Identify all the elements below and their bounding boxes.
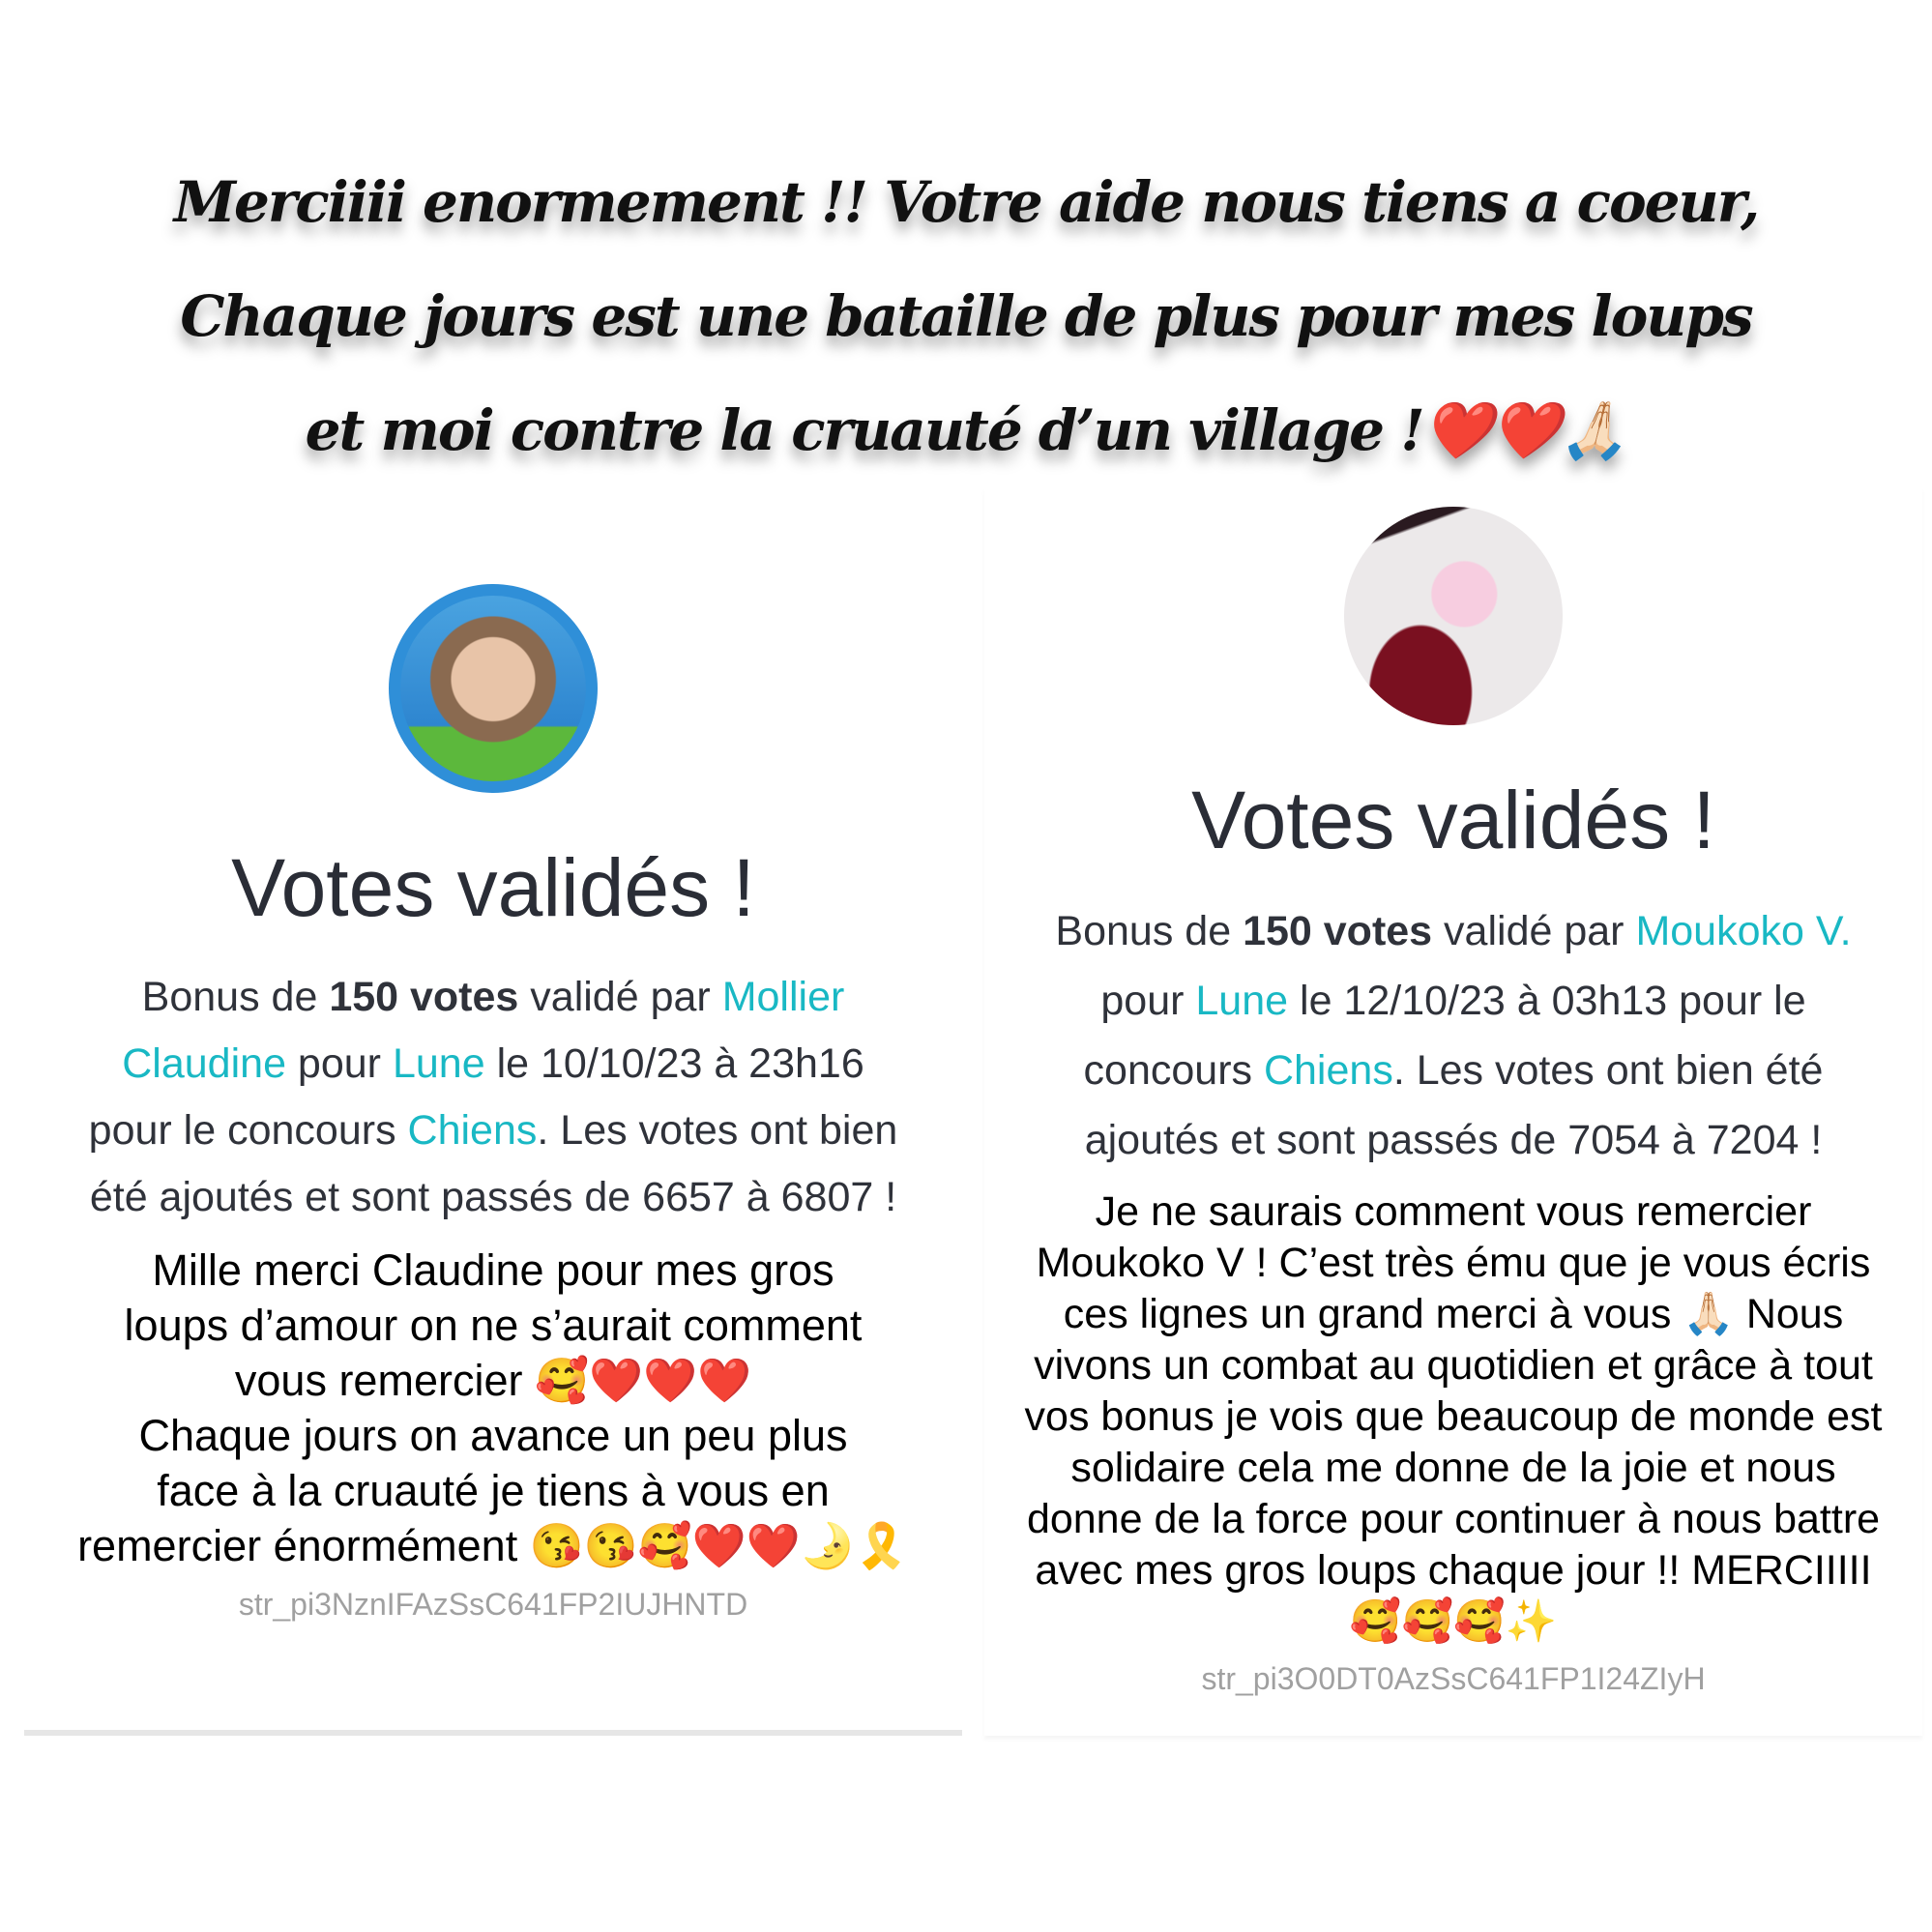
thank-you-message-right	[987, 1186, 1920, 1648]
message-line: vivons un combat au quotidien et grâce à tout	[1034, 1342, 1873, 1389]
right-vote-card	[984, 487, 1922, 1736]
watermark-left: str_pi3NznIFAzSsC641FP2IUJHNTD	[238, 1587, 748, 1622]
header-line-2: Chaque jours est une bataille de plus pour mes loups	[180, 283, 1752, 349]
voter-link[interactable]: Mollier Claudine	[122, 974, 845, 1087]
message-line: 🥰🥰🥰✨	[1349, 1598, 1558, 1645]
message-line: ces lignes un grand merci à vous 🙏🏻 Nous	[1063, 1291, 1844, 1337]
message-line: vous remercier 🥰❤️❤️❤️	[234, 1356, 752, 1405]
voter-link[interactable]: Moukoko V.	[1635, 908, 1852, 954]
pet-link[interactable]: Lune	[392, 1040, 485, 1087]
bonus-confirmation-text: Bonus de 150 votes validé par Moukoko V. pour Lune le 12/10/23 à 03h13 pour le concours Chiens. Les votes ont bien été ajoutés et sont passés de 7054 à 7204 !	[1055, 908, 1852, 1163]
header	[47, 0, 1885, 487]
message-line: Je ne saurais comment vous remercier	[1095, 1188, 1812, 1235]
message-line: remercier énormément 😘😘🥰❤️❤️🌛🎗️	[77, 1521, 909, 1570]
message-line: Chaque jours on avance un peu plus	[138, 1411, 848, 1460]
cards-row	[0, 487, 1932, 1774]
user-avatar-moukoko[interactable]	[1344, 507, 1563, 725]
message-line: solidaire cela me donne de la joie et nous	[1070, 1445, 1836, 1491]
votes-validated-heading: Votes validés !	[1191, 775, 1715, 865]
contest-link[interactable]: Chiens	[1263, 1047, 1393, 1094]
message-line: Mille merci Claudine pour mes gros	[152, 1245, 834, 1295]
message-line: vos bonus je vois que beaucoup de monde est	[1024, 1393, 1883, 1440]
message-line: loups d’amour on ne s’aurait comment	[124, 1301, 863, 1350]
contest-link[interactable]: Chiens	[407, 1107, 538, 1154]
user-avatar-claudine[interactable]	[389, 584, 598, 793]
message-line: Moukoko V ! C’est très ému que je vous écris	[1036, 1240, 1871, 1286]
message-line: avec mes gros loups chaque jour !! MERCIIIII	[1035, 1547, 1872, 1594]
pet-link[interactable]: Lune	[1195, 978, 1289, 1024]
votes-validated-heading: Votes validés !	[231, 842, 755, 933]
header-line-3: et moi contre la cruauté d’un village !❤️❤️🙏🏻	[305, 397, 1627, 463]
message-line: face à la cruauté je tiens à vous en	[157, 1466, 830, 1515]
watermark-right: str_pi3O0DT0AzSsC641FP1I24ZIyH	[1201, 1661, 1706, 1696]
message-line: donne de la force pour continuer à nous battre	[1026, 1496, 1881, 1542]
header-line-1: Merciiii enormement !! Votre aide nous tiens a coeur,	[173, 169, 1759, 235]
bonus-confirmation-text: Bonus de 150 votes validé par Mollier Claudine pour Lune le 10/10/23 à 23h16 pour le concours Chiens. Les votes ont bien été ajoutés et sont passés de 6657 à 6807 !	[88, 974, 898, 1220]
thank-you-message-left	[39, 1243, 948, 1573]
left-vote-card	[24, 487, 962, 1736]
